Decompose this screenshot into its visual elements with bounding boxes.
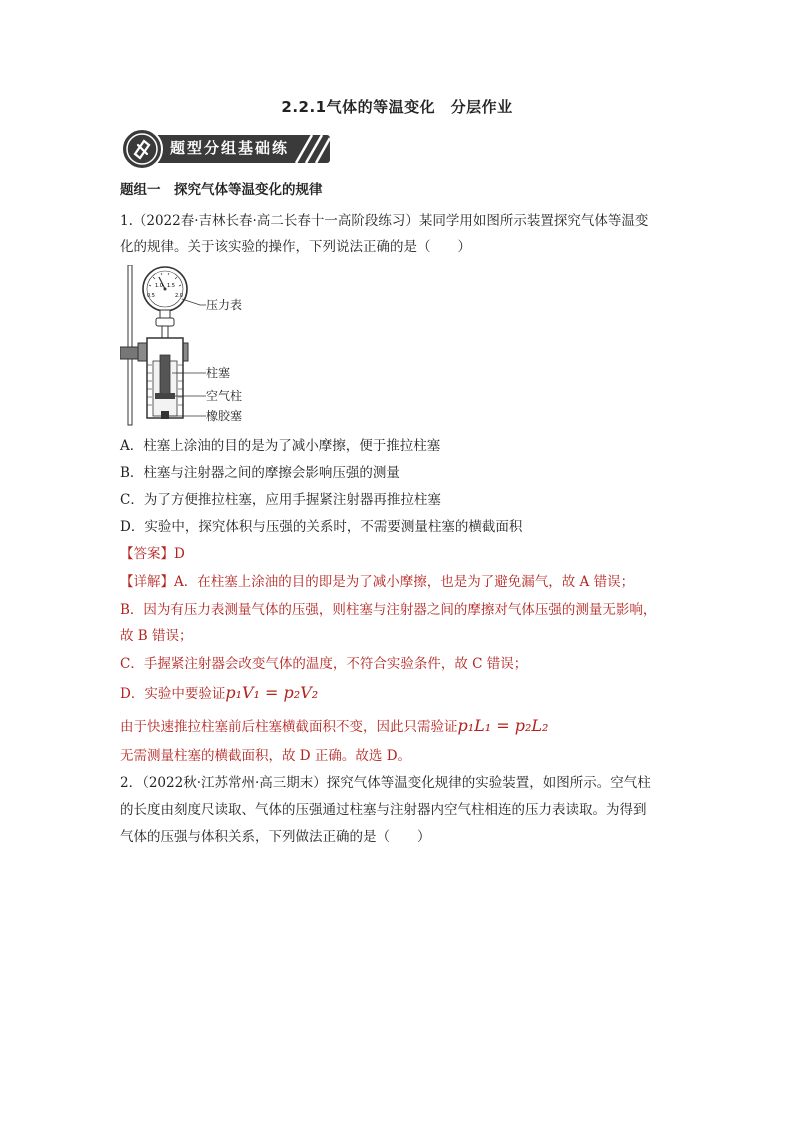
option-b: B．柱塞与注射器之间的摩擦会影响压强的测量 bbox=[120, 465, 400, 481]
question-2-line-1: 2．（2022秋·江苏常州·高三期末）探究气体等温变化规律的实验装置，如图所示。空气柱 bbox=[120, 775, 651, 791]
answer: 【答案】D bbox=[120, 546, 185, 562]
group-heading: 题组一 探究气体等温变化的规律 bbox=[120, 182, 323, 198]
gauge-tick-2: 1.5 bbox=[167, 283, 175, 289]
explain-d-1-text: D．实验中要验证 bbox=[120, 686, 226, 702]
formula-pl: p₁L₁ = p₂L₂ bbox=[457, 716, 549, 735]
explain-a bbox=[120, 572, 700, 592]
explain-d-3: 无需测量柱塞的横截面积，故 D 正确。故选 D。 bbox=[120, 748, 412, 764]
label-plunger: 柱塞 bbox=[206, 366, 231, 380]
explain-d-1 bbox=[120, 683, 700, 704]
question-2-line-2: 的长度由刻度尺读取、气体的压强通过柱塞与注射器内空气柱相连的压力表读取。为得到 bbox=[120, 802, 647, 818]
gauge-tick-3: 2.0 bbox=[175, 293, 183, 299]
question-2-line-3: 气体的压强与体积关系，下列做法正确的是（ ） bbox=[120, 829, 431, 845]
formula-pv: p₁V₁ = p₂V₂ bbox=[225, 683, 319, 702]
explain-c: C．手握紧注射器会改变气体的温度，不符合实验条件，故 C 错误； bbox=[120, 656, 528, 672]
option-c: C．为了方便推拉柱塞，应用手握紧注射器再推拉柱塞 bbox=[120, 492, 441, 508]
explain-b-2: 故 B 错误； bbox=[120, 628, 193, 644]
label-air-column: 空气柱 bbox=[206, 389, 243, 403]
option-d: D．实验中，探究体积与压强的关系时，不需要测量柱塞的横截面积 bbox=[120, 519, 523, 535]
explain-d-2-text: 由于快速推拉柱塞前后柱塞横截面积不变，因此只需验证 bbox=[120, 719, 458, 735]
explain-d-2 bbox=[120, 716, 700, 737]
page-title: 2.2.1气体的等温变化 分层作业 bbox=[281, 98, 513, 116]
gauge-tick-1: 1.0 bbox=[155, 283, 163, 289]
question-1-line-1: 1.（2022春·吉林长春·高二长春十一高阶段练习）某同学用如图所示装置探究气体等温变 bbox=[120, 213, 649, 229]
gauge-tick-0: 0.5 bbox=[147, 293, 155, 299]
label-gauge: 压力表 bbox=[206, 298, 243, 312]
banner-text: 题型分组基础练 bbox=[170, 139, 290, 157]
option-a: A．柱塞上涂油的目的是为了减小摩擦，便于推拉柱塞 bbox=[120, 438, 441, 454]
explain-tag: 【详解】 bbox=[120, 574, 174, 590]
question-1-line-2: 化的规律。关于该实验的操作，下列说法正确的是（ ） bbox=[120, 239, 471, 255]
explain-b-1: B．因为有压力表测量气体的压强，则柱塞与注射器之间的摩擦对气体压强的测量无影响， bbox=[120, 602, 657, 618]
apparatus-drawing bbox=[120, 265, 260, 430]
label-rubber-plug: 橡胶塞 bbox=[206, 409, 243, 423]
explain-a-text: A．在柱塞上涂油的目的即是为了减小摩擦，也是为了避免漏气，故 A 错误； bbox=[174, 574, 635, 590]
apparatus-figure bbox=[120, 265, 260, 430]
